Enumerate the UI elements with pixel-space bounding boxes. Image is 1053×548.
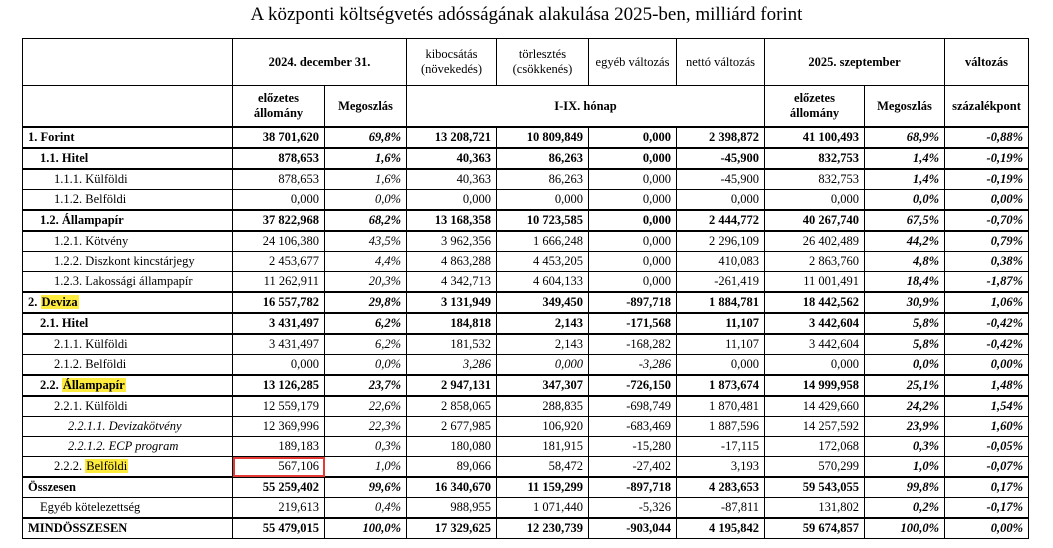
table-cell: 0,000	[497, 355, 589, 376]
table-row	[23, 169, 1029, 190]
table-cell: 69,8%	[325, 127, 407, 148]
row-label: 1.2.3. Lakossági állampapír	[23, 272, 233, 293]
header-egyeb: egyéb változás	[589, 39, 677, 86]
table-cell: 55 259,402	[233, 477, 325, 498]
table-cell: 0,000	[589, 210, 677, 231]
table-cell: 100,0%	[865, 518, 945, 539]
table-cell: 0,000	[589, 272, 677, 293]
table-cell: -0,17%	[945, 498, 1029, 519]
table-cell: 2 863,760	[765, 252, 865, 272]
table-cell: 181,532	[407, 334, 497, 355]
table-cell: 30,9%	[865, 292, 945, 313]
table-cell: 1 870,481	[677, 396, 765, 417]
table-cell: 106,920	[497, 417, 589, 437]
table-cell: 832,753	[765, 148, 865, 169]
table-cell: 1 887,596	[677, 417, 765, 437]
row-label: Egyéb kötelezettség	[23, 498, 233, 519]
table-cell: 43,5%	[325, 231, 407, 252]
table-cell: -45,900	[677, 148, 765, 169]
table-cell: 3 442,604	[765, 313, 865, 334]
table-cell: 13 168,358	[407, 210, 497, 231]
table-cell: 24,2%	[865, 396, 945, 417]
table-cell: 0,79%	[945, 231, 1029, 252]
table-cell: 0,17%	[945, 477, 1029, 498]
table-cell: 219,613	[233, 498, 325, 519]
header-valtozas: változás	[945, 39, 1029, 86]
table-cell: 181,915	[497, 437, 589, 457]
table-cell: 29,8%	[325, 292, 407, 313]
table-row	[23, 518, 1029, 539]
table-cell: 1,6%	[325, 148, 407, 169]
table-row	[23, 396, 1029, 417]
table-cell: 3 431,497	[233, 313, 325, 334]
table-cell: 0,0%	[865, 355, 945, 376]
table-cell: 11 159,299	[497, 477, 589, 498]
table-cell: 1,0%	[325, 457, 407, 478]
table-cell: 0,000	[589, 127, 677, 148]
table-row	[23, 127, 1029, 148]
table-cell: 0,38%	[945, 252, 1029, 272]
table-cell: 3,286	[407, 355, 497, 376]
table-cell: 55 479,015	[233, 518, 325, 539]
table-cell: 349,450	[497, 292, 589, 313]
header-megoszlas-2: Megoszlás	[865, 86, 945, 128]
table-row	[23, 148, 1029, 169]
row-label: 1.1.2. Belföldi	[23, 190, 233, 211]
table-cell: -3,286	[589, 355, 677, 376]
table-cell: 4 342,713	[407, 272, 497, 293]
header-elozetes-2: előzetes állomány	[765, 86, 865, 128]
table-row	[23, 355, 1029, 376]
table-cell: 6,2%	[325, 334, 407, 355]
header-netto: nettó változás	[677, 39, 765, 86]
table-cell: 0,000	[233, 190, 325, 211]
table-cell: 24 106,380	[233, 231, 325, 252]
table-cell: 0,000	[407, 190, 497, 211]
table-cell: 5,8%	[865, 334, 945, 355]
row-label-prefix: 2.2.	[40, 378, 62, 392]
table-cell: 0,4%	[325, 498, 407, 519]
table-cell: 2,143	[497, 334, 589, 355]
table-cell: 22,6%	[325, 396, 407, 417]
table-cell: -698,749	[589, 396, 677, 417]
table-cell: 3 131,949	[407, 292, 497, 313]
header-elozetes-1: előzetes állomány	[233, 86, 325, 128]
table-cell: -261,419	[677, 272, 765, 293]
table-cell: 68,9%	[865, 127, 945, 148]
table-cell: 0,000	[497, 190, 589, 211]
table-row	[23, 417, 1029, 437]
table-cell: 14 429,660	[765, 396, 865, 417]
table-cell: 99,8%	[865, 477, 945, 498]
table-row	[23, 334, 1029, 355]
table-cell: 567,106	[233, 457, 325, 478]
table-cell: 86,263	[497, 169, 589, 190]
header-torlesztes: törlesztés (csökkenés)	[497, 39, 589, 86]
table-cell: 172,068	[765, 437, 865, 457]
table-cell: 0,000	[765, 355, 865, 376]
row-label: 2.1.2. Belföldi	[23, 355, 233, 376]
table-cell: 4 863,288	[407, 252, 497, 272]
table-cell: 2 453,677	[233, 252, 325, 272]
table-row	[23, 375, 1029, 396]
table-cell: -0,05%	[945, 437, 1029, 457]
row-label-prefix: 2.	[28, 295, 41, 309]
table-cell: 2 444,772	[677, 210, 765, 231]
table-cell: 44,2%	[865, 231, 945, 252]
table-cell: -27,402	[589, 457, 677, 478]
table-cell: 0,000	[677, 190, 765, 211]
table-row	[23, 437, 1029, 457]
table-cell: 25,1%	[865, 375, 945, 396]
table-row	[23, 313, 1029, 334]
row-label-highlight: Állampapír	[62, 378, 125, 392]
table-cell: 288,835	[497, 396, 589, 417]
table-cell: -897,718	[589, 477, 677, 498]
header-sep2025: 2025. szeptember	[765, 39, 945, 86]
table-cell: 67,5%	[865, 210, 945, 231]
table-cell: 3 442,604	[765, 334, 865, 355]
table-cell: 2 677,985	[407, 417, 497, 437]
table-cell: 988,955	[407, 498, 497, 519]
table-cell: 0,000	[765, 190, 865, 211]
table-cell: 131,802	[765, 498, 865, 519]
row-label: 2.1.1. Külföldi	[23, 334, 233, 355]
table-cell: 68,2%	[325, 210, 407, 231]
table-cell: 41 100,493	[765, 127, 865, 148]
table-cell: 0,000	[589, 231, 677, 252]
table-cell: 1,60%	[945, 417, 1029, 437]
table-cell: -903,044	[589, 518, 677, 539]
table-cell: 0,000	[589, 169, 677, 190]
row-label-prefix: 2.2.2.	[54, 459, 86, 473]
table-cell: 12 230,739	[497, 518, 589, 539]
row-label: 1.2.1. Kötvény	[23, 231, 233, 252]
table-cell: 0,3%	[325, 437, 407, 457]
table-cell: -168,282	[589, 334, 677, 355]
table-cell: -1,87%	[945, 272, 1029, 293]
table-cell: 0,2%	[865, 498, 945, 519]
row-label	[23, 457, 233, 478]
table-cell: 2 858,065	[407, 396, 497, 417]
table-cell: -45,900	[677, 169, 765, 190]
table-cell: 16 340,670	[407, 477, 497, 498]
table-cell: -0,88%	[945, 127, 1029, 148]
table-cell: 0,00%	[945, 518, 1029, 539]
table-cell: 3 431,497	[233, 334, 325, 355]
table-cell: 0,000	[233, 355, 325, 376]
table-cell: 4 195,842	[677, 518, 765, 539]
table-cell: 1,4%	[865, 169, 945, 190]
table-cell: -897,718	[589, 292, 677, 313]
table-cell: 23,9%	[865, 417, 945, 437]
row-label-highlight: Belföldi	[86, 459, 128, 473]
table-cell: 18 442,562	[765, 292, 865, 313]
debt-table	[22, 38, 1029, 539]
row-label: 1.1. Hitel	[23, 148, 233, 169]
table-cell: 0,000	[589, 148, 677, 169]
table-cell: 14 999,958	[765, 375, 865, 396]
table-cell: 58,472	[497, 457, 589, 478]
table-cell: 17 329,625	[407, 518, 497, 539]
row-label	[23, 292, 233, 313]
row-label: 2.2.1.2. ECP program	[23, 437, 233, 457]
table-row	[23, 190, 1029, 211]
table-cell: 11,107	[677, 313, 765, 334]
table-cell: 4 453,205	[497, 252, 589, 272]
table-cell: -683,469	[589, 417, 677, 437]
table-cell: 12 369,996	[233, 417, 325, 437]
table-cell: 0,00%	[945, 190, 1029, 211]
table-cell: -15,280	[589, 437, 677, 457]
header-period: I-IX. hónap	[407, 86, 765, 128]
table-cell: 1,48%	[945, 375, 1029, 396]
table-cell: 0,000	[589, 190, 677, 211]
table-row	[23, 210, 1029, 231]
table-cell: 1 884,781	[677, 292, 765, 313]
header-dec2024: 2024. december 31.	[233, 39, 407, 86]
table-cell: 184,818	[407, 313, 497, 334]
table-cell: 26 402,489	[765, 231, 865, 252]
table-cell: 0,3%	[865, 437, 945, 457]
row-label: 2.2.1.1. Devizakötvény	[23, 417, 233, 437]
table-cell: -0,42%	[945, 334, 1029, 355]
table-cell: 59 543,055	[765, 477, 865, 498]
table-cell: 570,299	[765, 457, 865, 478]
table-row	[23, 231, 1029, 252]
row-label: 1.1.1. Külföldi	[23, 169, 233, 190]
table-cell: 2 947,131	[407, 375, 497, 396]
table-cell: -5,326	[589, 498, 677, 519]
table-cell: 1 666,248	[497, 231, 589, 252]
table-cell: 1 071,440	[497, 498, 589, 519]
header-empty	[23, 39, 233, 86]
table-cell: 11 001,491	[765, 272, 865, 293]
table-cell: 1,4%	[865, 148, 945, 169]
table-cell: 13 208,721	[407, 127, 497, 148]
table-cell: -0,07%	[945, 457, 1029, 478]
table-cell: 3 962,356	[407, 231, 497, 252]
table-cell: 347,307	[497, 375, 589, 396]
table-cell: 3,193	[677, 457, 765, 478]
row-label: 2.1. Hitel	[23, 313, 233, 334]
table-cell: 12 559,179	[233, 396, 325, 417]
table-cell: 40,363	[407, 148, 497, 169]
row-label: 1. Forint	[23, 127, 233, 148]
table-cell: 89,066	[407, 457, 497, 478]
table-cell: -0,70%	[945, 210, 1029, 231]
table-cell: 100,0%	[325, 518, 407, 539]
table-cell: 16 557,782	[233, 292, 325, 313]
table-cell: 4,4%	[325, 252, 407, 272]
table-cell: 0,00%	[945, 355, 1029, 376]
table-cell: 10 723,585	[497, 210, 589, 231]
table-cell: 4 604,133	[497, 272, 589, 293]
table-cell: 10 809,849	[497, 127, 589, 148]
table-row	[23, 498, 1029, 519]
table-cell: 0,0%	[325, 190, 407, 211]
row-label: 2.2.1. Külföldi	[23, 396, 233, 417]
header-megoszlas-1: Megoszlás	[325, 86, 407, 128]
row-label: 1.2.2. Diszkont kincstárjegy	[23, 252, 233, 272]
table-cell: 878,653	[233, 169, 325, 190]
table-cell: 4 283,653	[677, 477, 765, 498]
table-cell: -87,811	[677, 498, 765, 519]
table-cell: 40,363	[407, 169, 497, 190]
table-row	[23, 272, 1029, 293]
table-cell: 1,54%	[945, 396, 1029, 417]
table-cell: 1,0%	[865, 457, 945, 478]
table-cell: 13 126,285	[233, 375, 325, 396]
table-cell: 180,080	[407, 437, 497, 457]
table-cell: 2,143	[497, 313, 589, 334]
table-row	[23, 477, 1029, 498]
table-cell: -726,150	[589, 375, 677, 396]
table-cell: 18,4%	[865, 272, 945, 293]
table-cell: 0,000	[677, 355, 765, 376]
table-cell: -0,19%	[945, 169, 1029, 190]
table-cell: 1,6%	[325, 169, 407, 190]
table-row	[23, 252, 1029, 272]
row-label: MINDÖSSZESEN	[23, 518, 233, 539]
row-label	[23, 375, 233, 396]
table-cell: 40 267,740	[765, 210, 865, 231]
table-row	[23, 457, 1029, 478]
table-cell: -0,19%	[945, 148, 1029, 169]
table-cell: 2 398,872	[677, 127, 765, 148]
table-row	[23, 292, 1029, 313]
table-cell: 86,263	[497, 148, 589, 169]
row-label: 1.2. Állampapír	[23, 210, 233, 231]
table-cell: 5,8%	[865, 313, 945, 334]
table-cell: 4,8%	[865, 252, 945, 272]
table-cell: 59 674,857	[765, 518, 865, 539]
table-cell: 99,6%	[325, 477, 407, 498]
header-empty-2	[23, 86, 233, 128]
table-cell: 23,7%	[325, 375, 407, 396]
table-cell: 14 257,592	[765, 417, 865, 437]
table-cell: 832,753	[765, 169, 865, 190]
table-cell: 1,06%	[945, 292, 1029, 313]
header-szazalekpont: százalékpont	[945, 86, 1029, 128]
table-cell: -0,42%	[945, 313, 1029, 334]
table-cell: 37 822,968	[233, 210, 325, 231]
table-cell: 6,2%	[325, 313, 407, 334]
table-cell: 2 296,109	[677, 231, 765, 252]
table-cell: 410,083	[677, 252, 765, 272]
table-cell: 22,3%	[325, 417, 407, 437]
table-cell: 0,0%	[325, 355, 407, 376]
table-cell: 20,3%	[325, 272, 407, 293]
table-cell: 878,653	[233, 148, 325, 169]
table-cell: 0,0%	[865, 190, 945, 211]
header-kibocsatas: kibocsátás (növekedés)	[407, 39, 497, 86]
table-cell: -17,115	[677, 437, 765, 457]
table-cell: 11,107	[677, 334, 765, 355]
table-cell: 1 873,674	[677, 375, 765, 396]
table-cell: 0,000	[589, 252, 677, 272]
table-cell: 189,183	[233, 437, 325, 457]
row-label: Összesen	[23, 477, 233, 498]
table-title: A központi költségvetés adósságának alakulása 2025-ben, milliárd forint	[250, 4, 803, 25]
table-cell: 11 262,911	[233, 272, 325, 293]
table-cell: 38 701,620	[233, 127, 325, 148]
row-label-highlight: Deviza	[41, 295, 78, 309]
table-cell: -171,568	[589, 313, 677, 334]
